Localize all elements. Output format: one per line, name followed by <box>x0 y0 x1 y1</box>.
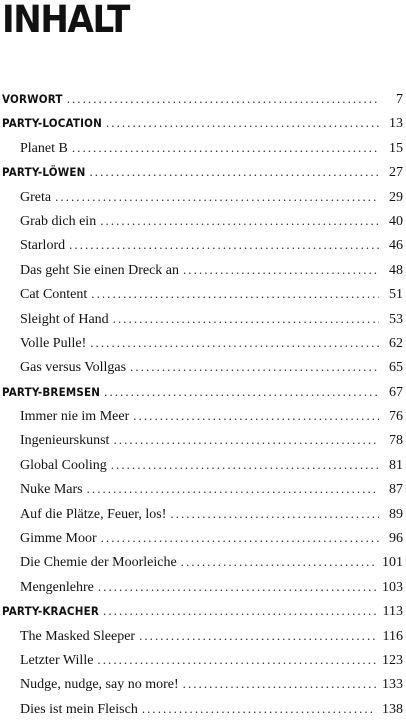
toc-entry-label: Gas versus Vollgas <box>20 360 127 376</box>
toc-section-entry[interactable] <box>0 286 406 310</box>
toc-section-entry[interactable] <box>0 189 406 213</box>
toc-entry-label: Volle Pulle! <box>20 335 87 351</box>
toc-chapter-entry[interactable] <box>0 164 406 188</box>
toc-section-entry[interactable] <box>0 237 406 261</box>
toc-section-entry[interactable] <box>0 652 406 676</box>
toc-page-number: 13 <box>389 116 403 132</box>
toc-section-entry[interactable] <box>0 628 406 652</box>
page-title: INHALT <box>2 0 129 41</box>
toc-entry-label: Das geht Sie einen Dreck an <box>20 262 179 278</box>
toc-entry-label: PARTY-LOCATION <box>2 116 102 131</box>
toc-page-number: 65 <box>389 360 403 376</box>
toc-entry-label: Starlord <box>20 238 66 254</box>
dot-leader <box>130 359 379 375</box>
toc-page-number: 138 <box>382 701 403 717</box>
toc-entry-label: Planet B <box>20 140 68 156</box>
toc-page-number: 40 <box>389 213 403 229</box>
toc-page-number: 62 <box>389 335 403 351</box>
toc-page-number: 78 <box>389 433 403 449</box>
toc-section-entry[interactable] <box>0 676 406 700</box>
dot-leader <box>183 262 379 278</box>
toc-page-number: 101 <box>382 555 403 571</box>
toc-entry-label: PARTY-BREMSEN <box>2 384 101 399</box>
toc-page-number: 96 <box>389 531 403 547</box>
toc-section-entry[interactable] <box>0 554 406 578</box>
toc-entry-label: Mengenlehre <box>20 579 94 595</box>
toc-page-number: 89 <box>389 506 403 522</box>
table-of-contents <box>0 91 406 725</box>
toc-entry-label: Greta <box>20 189 52 205</box>
dot-leader <box>113 311 379 327</box>
toc-entry-label: VORWORT <box>2 92 63 106</box>
toc-section-entry[interactable] <box>0 506 406 530</box>
toc-section-entry[interactable] <box>0 359 406 383</box>
dot-leader <box>170 506 379 522</box>
toc-chapter-entry[interactable] <box>0 603 406 627</box>
dot-leader <box>111 457 379 473</box>
toc-page-number: 133 <box>382 677 403 693</box>
toc-entry-label: Die Chemie der Moorleiche <box>20 555 177 571</box>
dot-leader <box>100 213 379 229</box>
toc-page-number: 27 <box>389 165 403 181</box>
dot-leader <box>91 286 379 302</box>
dot-leader <box>183 676 376 692</box>
toc-page-number: 116 <box>382 628 403 644</box>
toc-page-number: 29 <box>389 189 403 205</box>
toc-section-entry[interactable] <box>0 432 406 456</box>
dot-leader <box>87 481 379 497</box>
dot-leader <box>90 335 379 351</box>
toc-chapter-entry[interactable] <box>0 384 406 408</box>
dot-leader <box>104 384 379 400</box>
toc-section-entry[interactable] <box>0 530 406 554</box>
toc-entry-label: Immer nie im Meer <box>20 409 130 425</box>
dot-leader <box>139 628 376 644</box>
toc-section-entry[interactable] <box>0 579 406 603</box>
dot-leader <box>101 530 379 546</box>
toc-entry-label: PARTY-LÖWEN <box>2 165 86 180</box>
toc-entry-label: The Masked Sleeper <box>20 628 136 644</box>
toc-entry-label: Nuke Mars <box>20 482 83 498</box>
toc-entry-label: Sleight of Hand <box>20 311 109 327</box>
toc-section-entry[interactable] <box>0 408 406 432</box>
toc-entry-label: Global Cooling <box>20 457 107 473</box>
toc-entry-label: Letzter Wille <box>20 652 94 668</box>
toc-entry-label: Ingenieurskunst <box>20 433 110 449</box>
toc-entry-label: Cat Content <box>20 287 88 303</box>
toc-page-number: 51 <box>389 287 403 303</box>
toc-page-number: 67 <box>389 384 403 400</box>
toc-entry-label: Auf die Plätze, Feuer, los! <box>20 506 167 522</box>
toc-section-entry[interactable] <box>0 311 406 335</box>
toc-page-number: 87 <box>389 482 403 498</box>
dot-leader <box>133 408 379 424</box>
toc-page-number: 53 <box>389 311 403 327</box>
toc-section-entry[interactable] <box>0 701 406 725</box>
toc-page-number: 48 <box>389 262 403 278</box>
toc-entry-label: PARTY-KRACHER <box>2 604 100 619</box>
toc-entry-label: Grab dich ein <box>20 213 97 229</box>
toc-section-entry[interactable] <box>0 213 406 237</box>
toc-page-number: 7 <box>396 92 403 107</box>
dot-leader <box>103 603 376 619</box>
toc-section-entry[interactable] <box>0 335 406 359</box>
dot-leader <box>72 140 379 156</box>
toc-page-number: 123 <box>382 652 403 668</box>
toc-page-number: 81 <box>389 457 403 473</box>
toc-page-number: 15 <box>389 140 403 156</box>
toc-page-number: 103 <box>382 579 403 595</box>
dot-leader <box>67 91 379 107</box>
dot-leader <box>142 701 376 717</box>
dot-leader <box>89 164 379 180</box>
toc-chapter-entry[interactable] <box>0 91 406 115</box>
toc-section-entry[interactable] <box>0 481 406 505</box>
toc-chapter-entry[interactable] <box>0 115 406 139</box>
dot-leader <box>69 237 379 253</box>
toc-page-number: 113 <box>382 604 403 620</box>
toc-entry-label: Dies ist mein Fleisch <box>20 701 138 717</box>
toc-section-entry[interactable] <box>0 262 406 286</box>
toc-entry-label: Gimme Moor <box>20 531 97 547</box>
toc-section-entry[interactable] <box>0 457 406 481</box>
dot-leader <box>181 554 376 570</box>
dot-leader <box>55 189 379 205</box>
dot-leader <box>113 432 379 448</box>
toc-page-number: 76 <box>389 409 403 425</box>
dot-leader <box>98 579 376 595</box>
toc-page-number: 46 <box>389 238 403 254</box>
dot-leader <box>97 652 376 668</box>
toc-entry-label: Nudge, nudge, say no more! <box>20 677 179 693</box>
toc-section-entry[interactable] <box>0 140 406 164</box>
dot-leader <box>106 115 379 131</box>
